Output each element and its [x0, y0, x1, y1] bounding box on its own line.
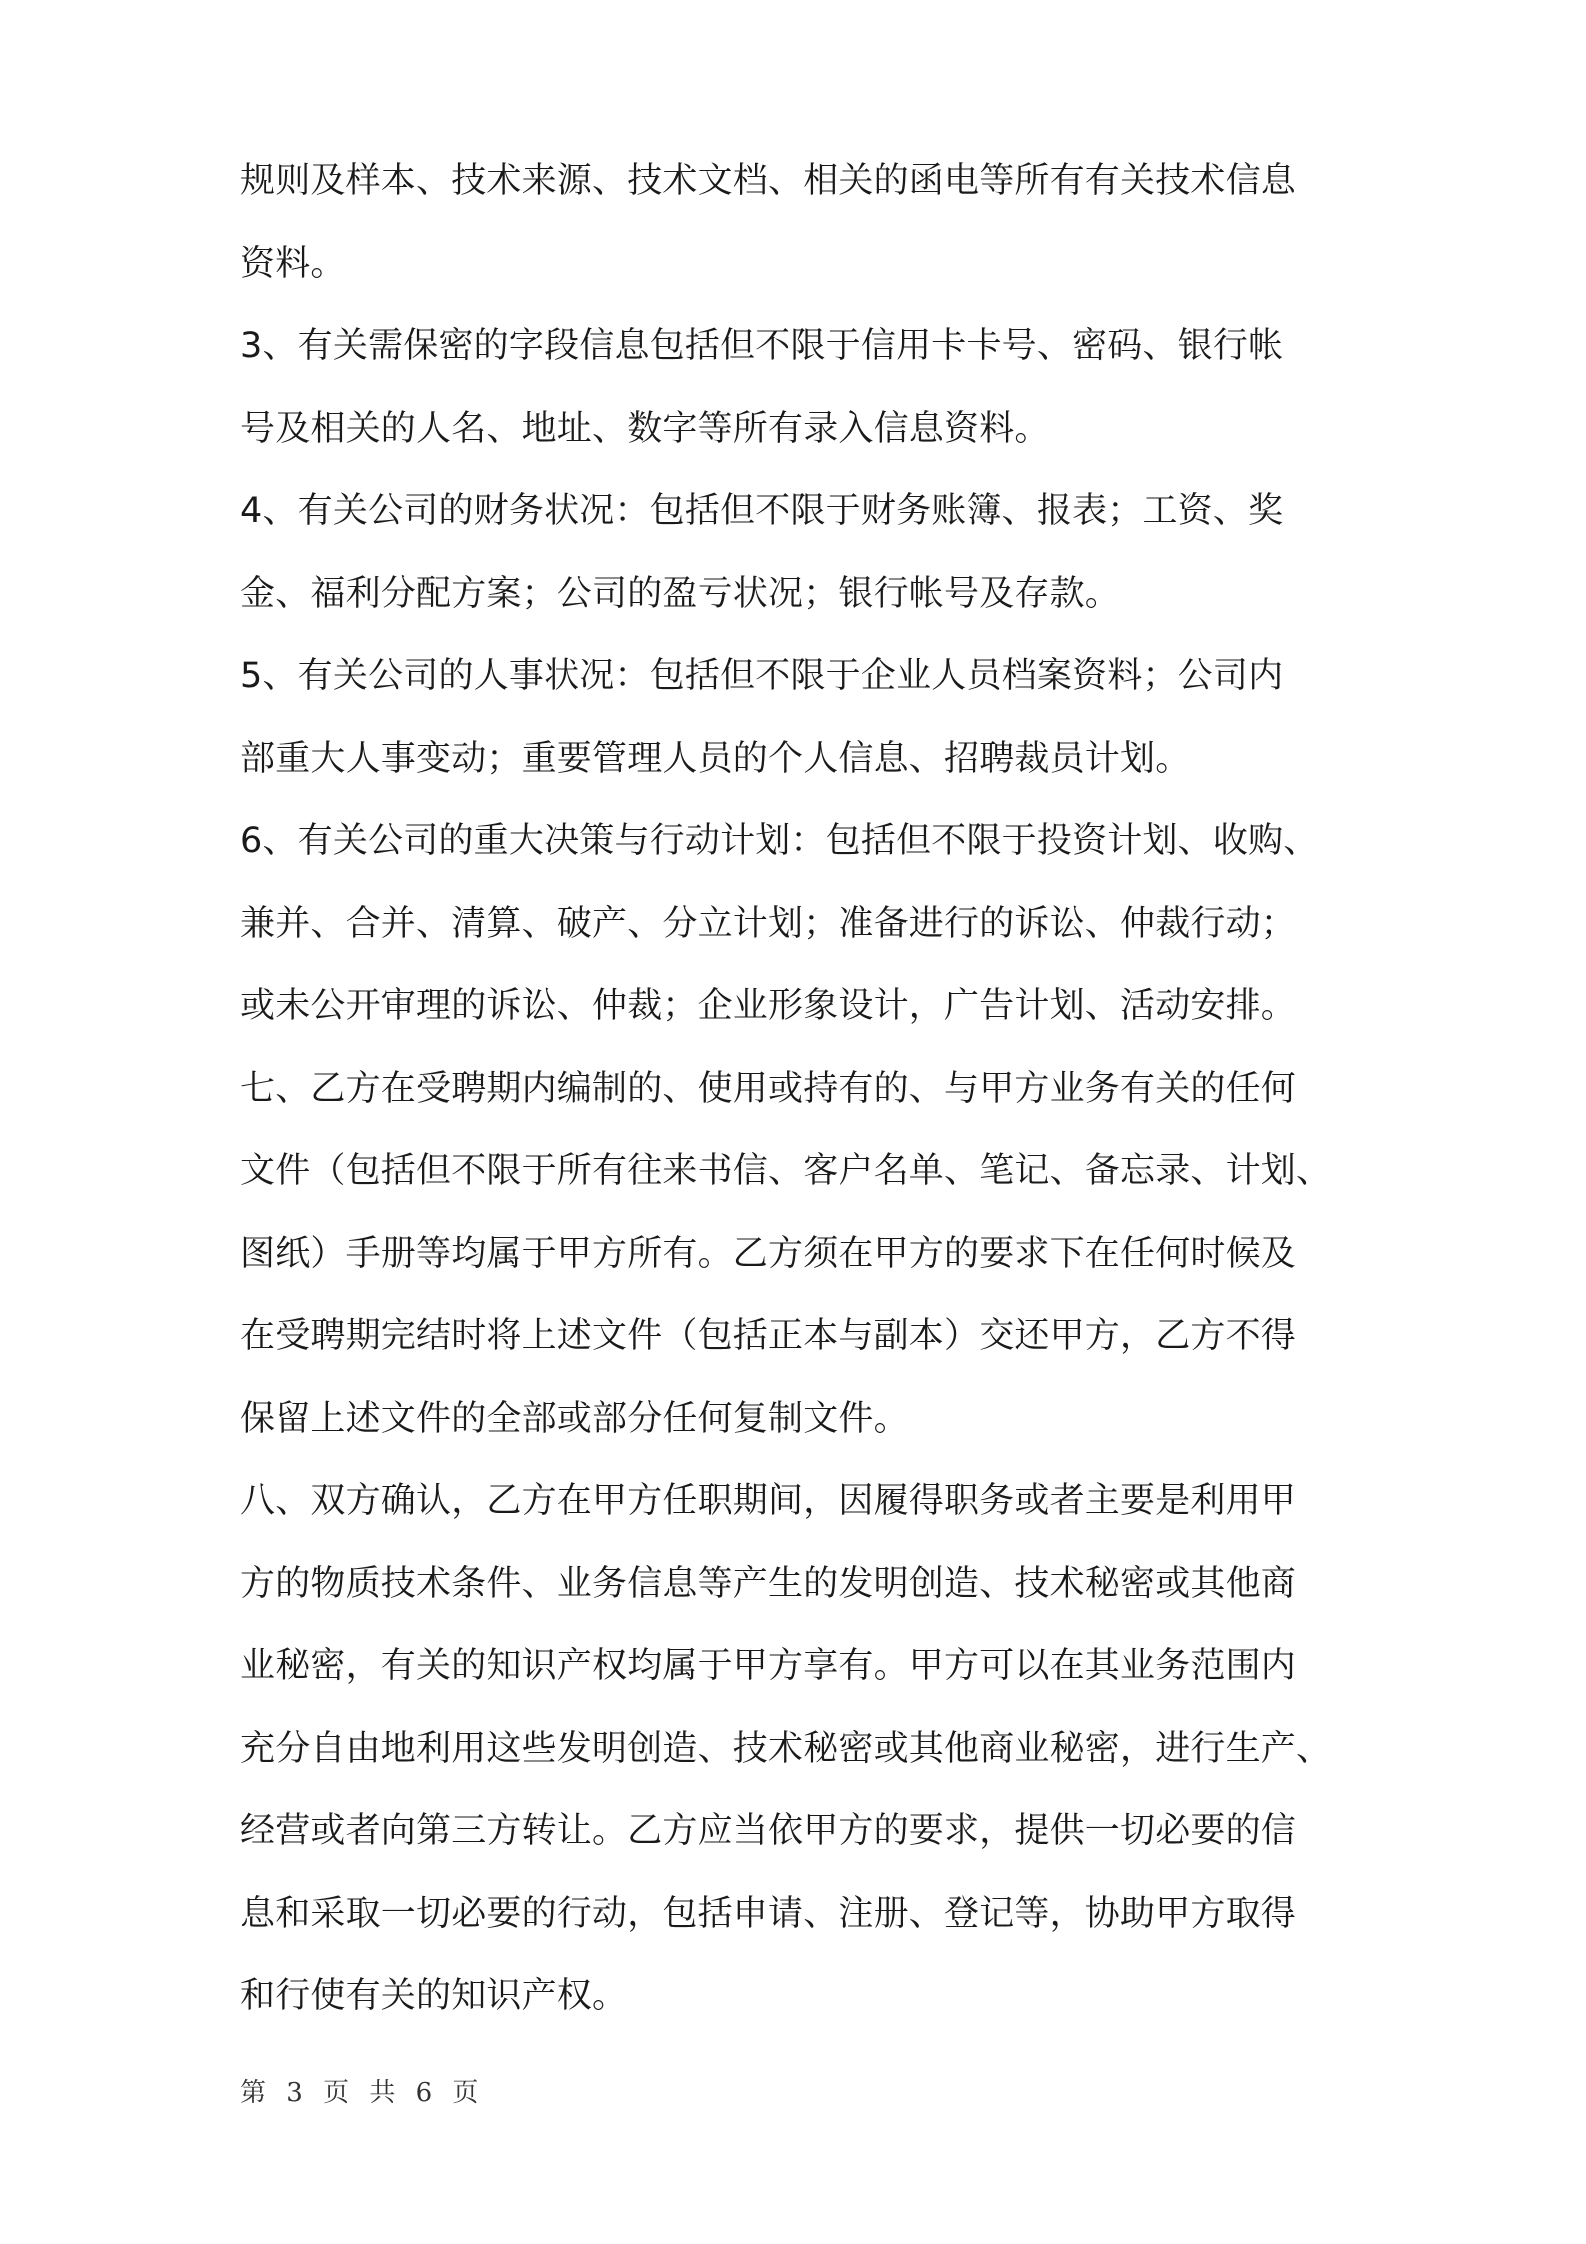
- page-number-footer: 第 3 页 共 6 页: [240, 2078, 485, 2108]
- text-line: 保留上述文件的全部或部分任何复制文件。: [240, 1398, 909, 1439]
- text-line: 文件（包括但不限于所有往来书信、客户名单、笔记、备忘录、计划、: [240, 1151, 1332, 1191]
- document-body: [240, 140, 1350, 2038]
- text-line: 5、有关公司的人事状况：包括但不限于企业人员档案资料；公司内: [240, 656, 1284, 696]
- text-line: 金、福利分配方案；公司的盈亏状况；银行帐号及存款。: [240, 573, 1121, 614]
- text-line: 部重大人事变动；重要管理人员的个人信息、招聘裁员计划。: [240, 738, 1191, 779]
- text-line: 4、有关公司的财务状况：包括但不限于财务账簿、报表；工资、奖: [240, 491, 1284, 531]
- text-line: 业秘密，有关的知识产权均属于甲方享有。甲方可以在其业务范围内: [240, 1646, 1297, 1686]
- text-line: 和行使有关的知识产权。: [240, 1976, 628, 2016]
- text-line: 6、有关公司的重大决策与行动计划：包括但不限于投资计划、收购、: [240, 821, 1319, 861]
- text-line: 经营或者向第三方转让。乙方应当依甲方的要求，提供一切必要的信: [240, 1811, 1297, 1851]
- text-line: 七、乙方在受聘期内编制的、使用或持有的、与甲方业务有关的任何: [240, 1068, 1297, 1109]
- text-line: 或未公开审理的诉讼、仲裁；企业形象设计，广告计划、活动安排。: [240, 986, 1297, 1026]
- text-line: 图纸）手册等均属于甲方所有。乙方须在甲方的要求下在任何时候及: [240, 1233, 1297, 1274]
- text-line: 号及相关的人名、地址、数字等所有录入信息资料。: [240, 408, 1050, 449]
- text-line: 八、双方确认，乙方在甲方任职期间，因履得职务或者主要是利用甲: [240, 1481, 1297, 1521]
- text-line: 息和采取一切必要的行动，包括申请、注册、登记等，协助甲方取得: [240, 1893, 1297, 1934]
- text-line: 在受聘期完结时将上述文件（包括正本与副本）交还甲方，乙方不得: [240, 1316, 1297, 1356]
- text-line: 规则及样本、技术来源、技术文档、相关的函电等所有有关技术信息: [240, 161, 1297, 201]
- text-line: 3、有关需保密的字段信息包括但不限于信用卡卡号、密码、银行帐: [240, 326, 1284, 366]
- text-line: 兼并、合并、清算、破产、分立计划；准备进行的诉讼、仲裁行动；: [240, 903, 1297, 944]
- text-line: 资料。: [240, 243, 346, 284]
- text-line: 充分自由地利用这些发明创造、技术秘密或其他商业秘密，进行生产、: [240, 1728, 1332, 1769]
- text-line: 方的物质技术条件、业务信息等产生的发明创造、技术秘密或其他商: [240, 1563, 1297, 1604]
